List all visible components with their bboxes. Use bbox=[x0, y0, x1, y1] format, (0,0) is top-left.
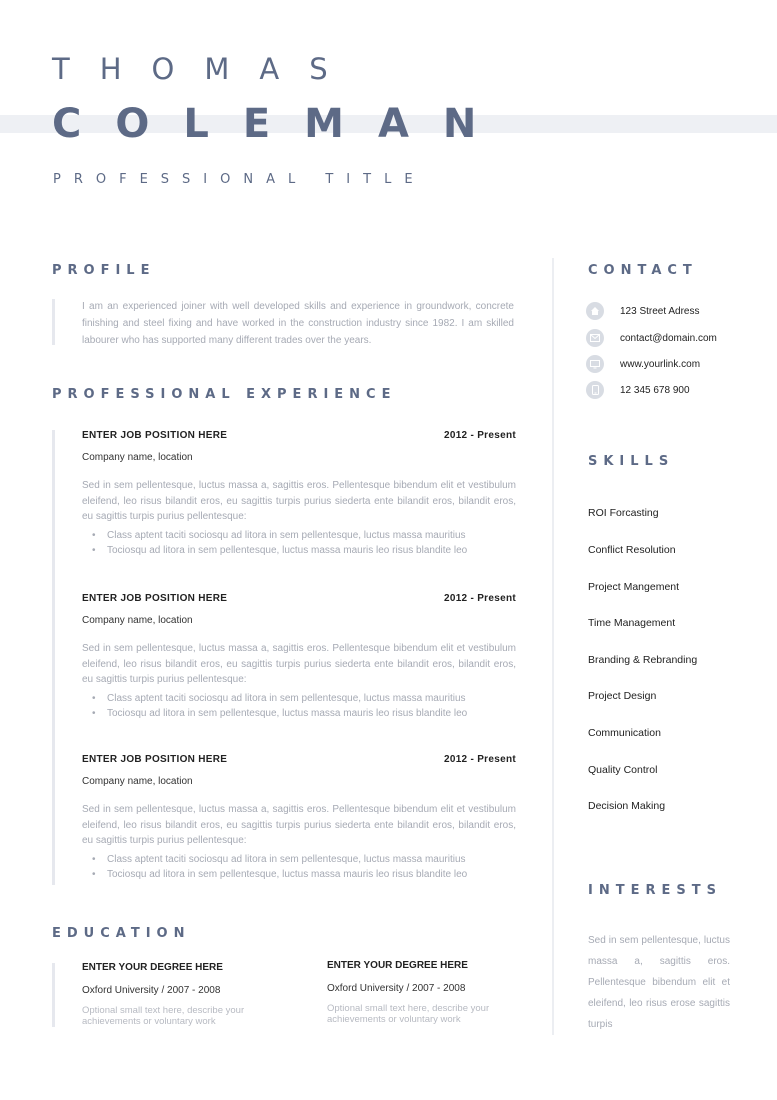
job-position: ENTER JOB POSITION HERE bbox=[82, 754, 228, 765]
education-entry bbox=[82, 962, 282, 1027]
education-entry bbox=[327, 960, 527, 1025]
degree-school: Oxford University / 2007 - 2008 bbox=[327, 983, 466, 994]
contact-phone-text: 12 345 678 900 bbox=[620, 384, 690, 396]
skill-item: Branding & Rebranding bbox=[588, 654, 698, 666]
job-dates: 2012 - Present bbox=[443, 430, 516, 441]
job-dates: 2012 - Present bbox=[443, 593, 516, 604]
skill-item: Project Design bbox=[588, 690, 657, 702]
phone-icon bbox=[586, 381, 604, 399]
contact-address-text: 123 Street Adress bbox=[620, 305, 700, 317]
job-bullet: • Tociosqu ad litora in sem pellentesque, luctus massa mauris leo risus blandite leo bbox=[92, 708, 468, 719]
last-name: COLEMAN bbox=[52, 101, 511, 147]
monitor-icon bbox=[586, 355, 604, 373]
skill-item: Conflict Resolution bbox=[588, 544, 676, 556]
contact-website bbox=[586, 355, 700, 373]
job-entry bbox=[82, 754, 516, 883]
job-dates: 2012 - Present bbox=[443, 754, 516, 765]
degree-title: ENTER YOUR DEGREE HERE bbox=[82, 962, 223, 973]
profile-accent-bar bbox=[52, 299, 55, 345]
profile-text: I am an experienced joiner with well developed skills and experience in groundwork, concrete finishing and steel fixing and have worked in the construction industry since 1982. I am skilled labourer who has supported many different trades over the years. bbox=[82, 301, 514, 346]
job-description: Sed in sem pellentesque, luctus massa a, sagittis eros. Pellentesque bibendum elit et vestibulum eleifend, leo risus bilandit eros, eu sagittis turpis purius siederta ente bilandit eros, bilandit eros, eu sagittis turpis purius pellentesque: bbox=[82, 643, 516, 685]
interests-text: Sed in sem pellentesque, luctus massa a, sagittis eros. Pellentesque bibendum elit et eleifend, leo risus erose sagittis turpis bbox=[588, 935, 730, 1030]
contact-website-text[interactable]: www.yourlink.com bbox=[620, 358, 701, 370]
degree-note: Optional small text here, describe your achievements or voluntary work bbox=[327, 1003, 490, 1025]
skill-item: Decision Making bbox=[588, 800, 666, 812]
job-description: Sed in sem pellentesque, luctus massa a, sagittis eros. Pellentesque bibendum elit et vestibulum eleifend, leo risus bilandit eros, eu sagittis turpis purius siederta ente bilandit eros, bilandit eros, eu sagittis turpis purius pellentesque: bbox=[82, 480, 516, 522]
contact-address bbox=[586, 302, 700, 320]
mail-icon bbox=[586, 329, 604, 347]
job-company: Company name, location bbox=[82, 615, 193, 626]
job-bullet: • Tociosqu ad litora in sem pellentesque, luctus massa mauris leo risus blandite leo bbox=[92, 545, 468, 556]
job-entry bbox=[82, 430, 516, 559]
skill-item: Project Mangement bbox=[588, 581, 680, 593]
degree-title: ENTER YOUR DEGREE HERE bbox=[327, 960, 468, 971]
home-icon bbox=[586, 302, 604, 320]
job-position: ENTER JOB POSITION HERE bbox=[82, 430, 228, 441]
first-name: THOMAS bbox=[52, 52, 358, 86]
contact-heading: CONTACT bbox=[588, 263, 698, 278]
education-heading: EDUCATION bbox=[52, 926, 191, 941]
skills-heading: SKILLS bbox=[588, 454, 675, 469]
contact-phone bbox=[586, 381, 690, 399]
degree-school: Oxford University / 2007 - 2008 bbox=[82, 985, 221, 996]
job-entry bbox=[82, 593, 516, 722]
skill-item: ROI Forcasting bbox=[588, 507, 659, 519]
professional-title: PROFESSIONAL TITLE bbox=[53, 172, 426, 187]
job-description: Sed in sem pellentesque, luctus massa a, sagittis eros. Pellentesque bibendum elit et vestibulum eleifend, leo risus bilandit eros, eu sagittis turpis purius siederta ente bilandit eros, bilandit eros, eu sagittis turpis purius pellentesque: bbox=[82, 804, 516, 846]
job-bullet: • Class aptent taciti sociosqu ad litora in sem pellentesque, luctus massa mauritius bbox=[92, 853, 466, 865]
job-company: Company name, location bbox=[82, 452, 193, 463]
education-accent-bar bbox=[52, 963, 55, 1027]
contact-email bbox=[586, 329, 717, 347]
experience-accent-bar bbox=[52, 430, 55, 885]
skill-item: Time Management bbox=[588, 617, 676, 629]
interests-heading: INTERESTS bbox=[588, 883, 722, 898]
job-bullet: • Class aptent taciti sociosqu ad litora in sem pellentesque, luctus massa mauritius bbox=[92, 692, 466, 704]
degree-note: Optional small text here, describe your achievements or voluntary work bbox=[82, 1005, 245, 1027]
job-bullet: • Class aptent taciti sociosqu ad litora in sem pellentesque, luctus massa mauritius bbox=[92, 529, 466, 541]
profile-heading: PROFILE bbox=[52, 263, 156, 278]
column-divider bbox=[552, 258, 554, 1035]
contact-email-text[interactable]: contact@domain.com bbox=[620, 332, 717, 344]
job-position: ENTER JOB POSITION HERE bbox=[82, 593, 228, 604]
skill-item: Quality Control bbox=[588, 764, 658, 776]
experience-heading: PROFESSIONAL EXPERIENCE bbox=[52, 387, 397, 402]
skill-item: Communication bbox=[588, 727, 661, 739]
job-bullet: • Tociosqu ad litora in sem pellentesque, luctus massa mauris leo risus blandite leo bbox=[92, 869, 468, 880]
job-company: Company name, location bbox=[82, 776, 193, 787]
